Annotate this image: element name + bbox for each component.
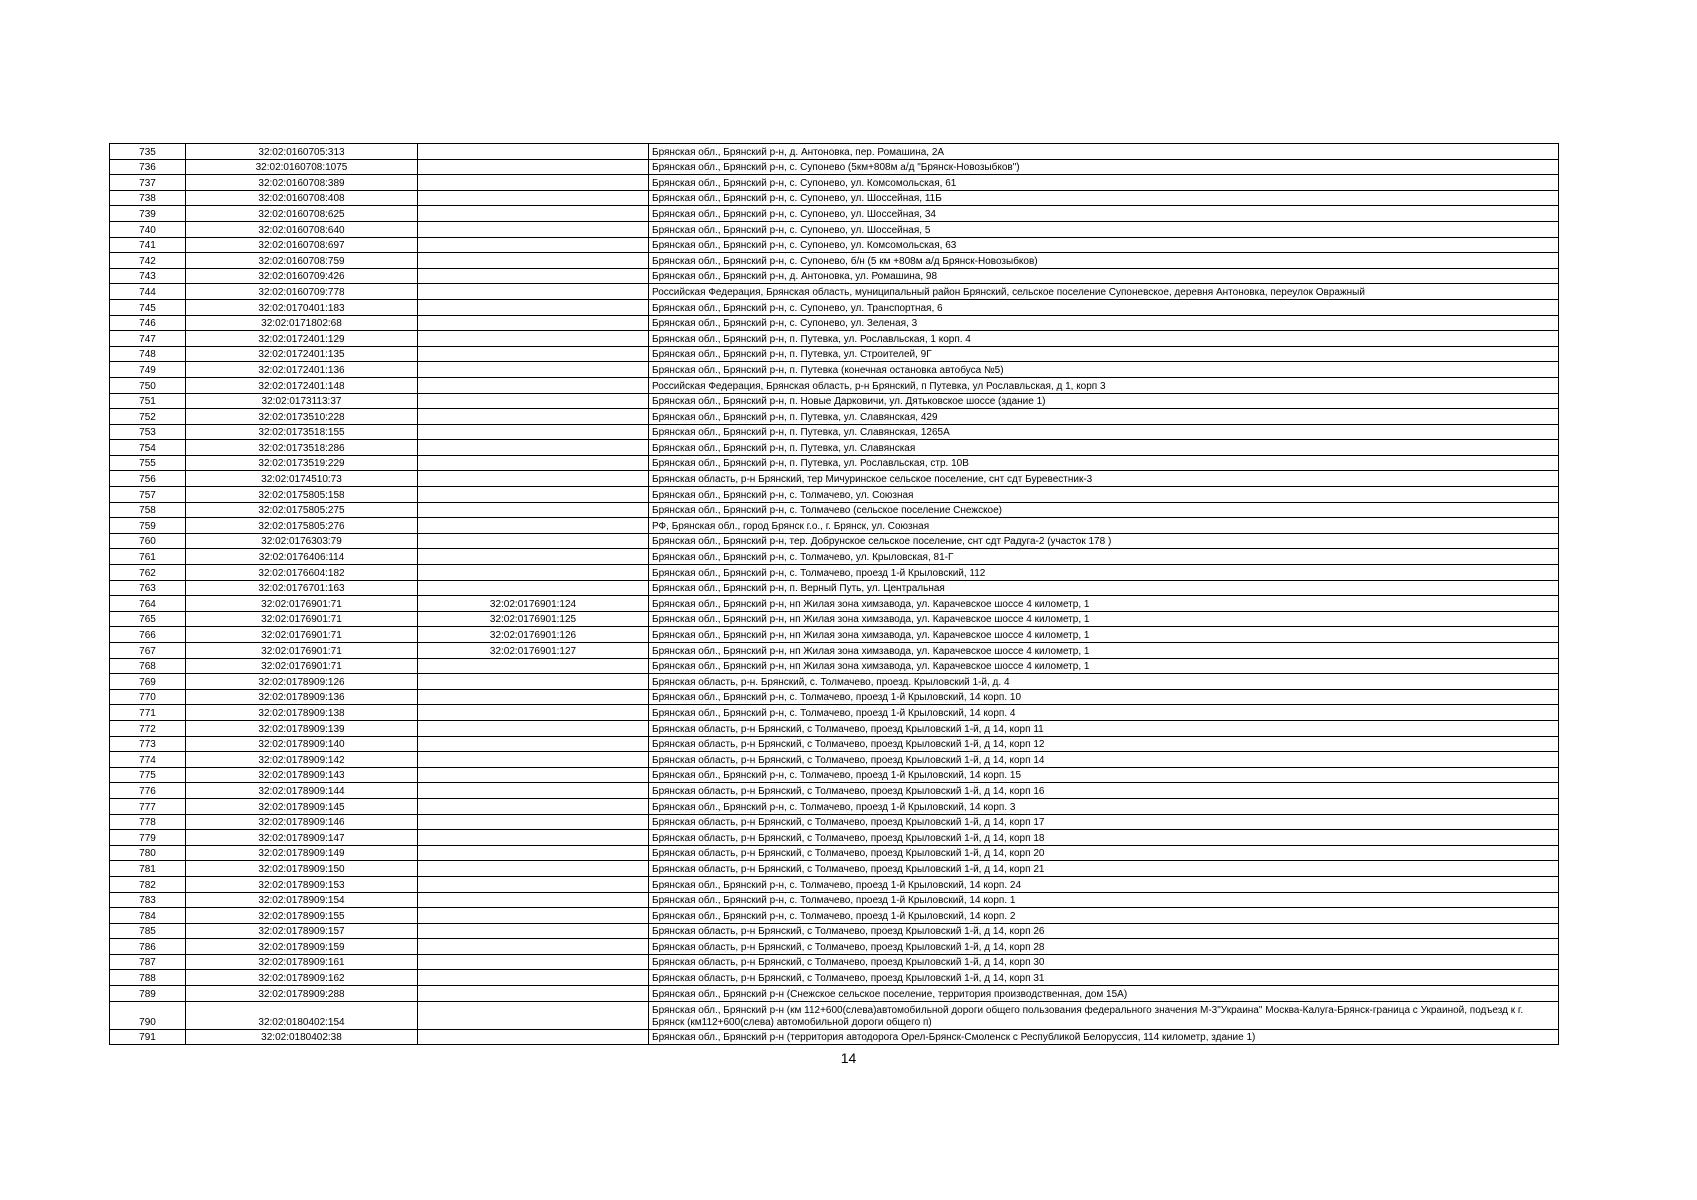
cadastral-number: 32:02:0170401:183 — [186, 299, 418, 315]
address: Брянская обл., Брянский р-н, нп Жилая зона химзавода, ул. Карачевское шоссе 4 километр, 1 — [649, 627, 1559, 643]
table-row — [110, 814, 1559, 830]
row-number: 771 — [110, 705, 186, 721]
row-number: 769 — [110, 674, 186, 690]
cadastral-number: 32:02:0160709:426 — [186, 268, 418, 284]
table-row — [110, 923, 1559, 939]
table-row — [110, 440, 1559, 456]
included-cadastral-number — [418, 440, 649, 456]
table-row — [110, 627, 1559, 643]
table-row — [110, 487, 1559, 503]
address: Брянская обл., Брянский р-н, тер. Добрунское сельское поселение, снт сдт Радуга-2 (участок 178 ) — [649, 533, 1559, 549]
cadastral-number: 32:02:0176901:71 — [186, 627, 418, 643]
included-cadastral-number — [418, 221, 649, 237]
cadastral-number: 32:02:0178909:162 — [186, 970, 418, 986]
address: Брянская обл., Брянский р-н, с. Толмачево, проезд 1-й Крыловский, 14 корп. 15 — [649, 767, 1559, 783]
cadastral-number: 32:02:0173518:286 — [186, 440, 418, 456]
included-cadastral-number — [418, 253, 649, 269]
address: Брянская обл., Брянский р-н (Снежское сельское поселение, территория производственная, дом 15А) — [649, 986, 1559, 1002]
cadastral-number: 32:02:0176406:114 — [186, 549, 418, 565]
row-number: 741 — [110, 237, 186, 253]
cadastral-number: 32:02:0175805:275 — [186, 502, 418, 518]
cadastral-number: 32:02:0160708:408 — [186, 190, 418, 206]
included-cadastral-number — [418, 892, 649, 908]
row-number: 765 — [110, 611, 186, 627]
table-row — [110, 845, 1559, 861]
cadastral-number: 32:02:0178909:157 — [186, 923, 418, 939]
table-row — [110, 892, 1559, 908]
table-row — [110, 720, 1559, 736]
included-cadastral-number — [418, 144, 649, 160]
table-row — [110, 986, 1559, 1002]
included-cadastral-number — [418, 970, 649, 986]
address: Брянская область, р-н Брянский, с Толмачево, проезд Крыловский 1-й, д 14, корп 21 — [649, 861, 1559, 877]
included-cadastral-number — [418, 533, 649, 549]
included-cadastral-number — [418, 814, 649, 830]
row-number: 775 — [110, 767, 186, 783]
included-cadastral-number — [418, 861, 649, 877]
row-number: 748 — [110, 346, 186, 362]
table-row — [110, 830, 1559, 846]
address: Брянская область, р-н Брянский, тер Мичуринское сельское поселение, снт сдт Буревестник-3 — [649, 471, 1559, 487]
cadastral-number: 32:02:0180402:154 — [186, 1001, 418, 1029]
row-number: 740 — [110, 221, 186, 237]
cadastral-number: 32:02:0171802:68 — [186, 315, 418, 331]
included-cadastral-number — [418, 377, 649, 393]
address: Брянская область, р-н Брянский, с Толмачево, проезд Крыловский 1-й, д 14, корп 28 — [649, 939, 1559, 955]
table-row — [110, 689, 1559, 705]
address: Брянская обл., Брянский р-н, с. Супонево, ул. Транспортная, 6 — [649, 299, 1559, 315]
table-row — [110, 767, 1559, 783]
included-cadastral-number — [418, 798, 649, 814]
row-number: 745 — [110, 299, 186, 315]
row-number: 742 — [110, 253, 186, 269]
table-row — [110, 565, 1559, 581]
cadastral-number: 32:02:0178909:144 — [186, 783, 418, 799]
included-cadastral-number — [418, 315, 649, 331]
included-cadastral-number — [418, 471, 649, 487]
table-row — [110, 1001, 1559, 1029]
included-cadastral-number — [418, 424, 649, 440]
included-cadastral-number — [418, 299, 649, 315]
address: Брянская обл., Брянский р-н, п. Верный Путь, ул. Центральная — [649, 580, 1559, 596]
included-cadastral-number — [418, 190, 649, 206]
table-row — [110, 206, 1559, 222]
included-cadastral-number — [418, 689, 649, 705]
cadastral-number: 32:02:0178909:155 — [186, 908, 418, 924]
included-cadastral-number — [418, 393, 649, 409]
cadastral-number: 32:02:0160709:778 — [186, 284, 418, 300]
table-row — [110, 221, 1559, 237]
row-number: 749 — [110, 362, 186, 378]
cadastral-number: 32:02:0160708:625 — [186, 206, 418, 222]
included-cadastral-number — [418, 876, 649, 892]
address: Брянская область, р-н Брянский, с Толмачево, проезд Крыловский 1-й, д 14, корп 16 — [649, 783, 1559, 799]
address: Брянская обл., Брянский р-н, п. Путевка (конечная остановка автобуса №5) — [649, 362, 1559, 378]
table-row — [110, 253, 1559, 269]
row-number: 744 — [110, 284, 186, 300]
address: Брянская область, р-н Брянский, с Толмачево, проезд Крыловский 1-й, д 14, корп 31 — [649, 970, 1559, 986]
row-number: 755 — [110, 455, 186, 471]
table-row — [110, 377, 1559, 393]
cadastral-number: 32:02:0178909:139 — [186, 720, 418, 736]
address: Брянская обл., Брянский р-н, нп Жилая зона химзавода, ул. Карачевское шоссе 4 километр, 1 — [649, 643, 1559, 659]
address: Российская Федерация, Брянская область, р-н Брянский, п Путевка, ул Рославльская, д 1, корп 3 — [649, 377, 1559, 393]
included-cadastral-number — [418, 518, 649, 534]
table-row — [110, 658, 1559, 674]
address: Брянская обл., Брянский р-н, нп Жилая зона химзавода, ул. Карачевское шоссе 4 километр, 1 — [649, 611, 1559, 627]
cadastral-number: 32:02:0160708:759 — [186, 253, 418, 269]
table-row — [110, 783, 1559, 799]
included-cadastral-number — [418, 720, 649, 736]
address: Брянская обл., Брянский р-н, д. Антоновка, пер. Ромашина, 2А — [649, 144, 1559, 160]
included-cadastral-number — [418, 736, 649, 752]
address: Брянская обл., Брянский р-н, п. Путевка, ул. Рославльская, 1 корп. 4 — [649, 331, 1559, 347]
row-number: 776 — [110, 783, 186, 799]
included-cadastral-number — [418, 580, 649, 596]
included-cadastral-number — [418, 362, 649, 378]
address: Брянская область, р-н Брянский, с Толмачево, проезд Крыловский 1-й, д 14, корп 14 — [649, 752, 1559, 768]
table-row — [110, 643, 1559, 659]
included-cadastral-number — [418, 767, 649, 783]
table-row — [110, 1029, 1559, 1045]
row-number: 758 — [110, 502, 186, 518]
table-row — [110, 549, 1559, 565]
address: Брянская обл., Брянский р-н, с. Супонево (5км+808м а/д "Брянск-Новозыбков") — [649, 159, 1559, 175]
included-cadastral-number — [418, 954, 649, 970]
table-row — [110, 331, 1559, 347]
row-number: 750 — [110, 377, 186, 393]
row-number: 761 — [110, 549, 186, 565]
cadastral-number: 32:02:0178909:159 — [186, 939, 418, 955]
included-cadastral-number: 32:02:0176901:127 — [418, 643, 649, 659]
table-row — [110, 502, 1559, 518]
row-number: 786 — [110, 939, 186, 955]
cadastral-number: 32:02:0173113:37 — [186, 393, 418, 409]
table-row — [110, 596, 1559, 612]
cadastral-number: 32:02:0172401:148 — [186, 377, 418, 393]
included-cadastral-number — [418, 549, 649, 565]
included-cadastral-number: 32:02:0176901:126 — [418, 627, 649, 643]
row-number: 764 — [110, 596, 186, 612]
included-cadastral-number — [418, 268, 649, 284]
address: Брянская область, р-н Брянский, с Толмачево, проезд Крыловский 1-й, д 14, корп 17 — [649, 814, 1559, 830]
address: Брянская обл., Брянский р-н, с. Толмачево, ул. Крыловская, 81-Г — [649, 549, 1559, 565]
row-number: 757 — [110, 487, 186, 503]
cadastral-number: 32:02:0178909:149 — [186, 845, 418, 861]
cadastral-number: 32:02:0160705:313 — [186, 144, 418, 160]
address: Брянская обл., Брянский р-н, с. Супонево, ул. Комсомольская, 63 — [649, 237, 1559, 253]
address: Брянская обл., Брянский р-н, с. Супонево, ул. Шоссейная, 34 — [649, 206, 1559, 222]
address: Брянская область, р-н Брянский, с Толмачево, проезд Крыловский 1-й, д 14, корп 26 — [649, 923, 1559, 939]
cadastral-number: 32:02:0178909:126 — [186, 674, 418, 690]
address: Брянская обл., Брянский р-н, с. Супонево, б/н (5 км +808м а/д Брянск-Новозыбков) — [649, 253, 1559, 269]
cadastral-number: 32:02:0178909:142 — [186, 752, 418, 768]
table-row — [110, 876, 1559, 892]
cadastral-number: 32:02:0176604:182 — [186, 565, 418, 581]
row-number: 747 — [110, 331, 186, 347]
row-number: 739 — [110, 206, 186, 222]
row-number: 778 — [110, 814, 186, 830]
row-number: 774 — [110, 752, 186, 768]
row-number: 738 — [110, 190, 186, 206]
cadastral-number: 32:02:0176901:71 — [186, 658, 418, 674]
row-number: 736 — [110, 159, 186, 175]
cadastral-number: 32:02:0178909:150 — [186, 861, 418, 877]
cadastral-number: 32:02:0173519:229 — [186, 455, 418, 471]
table-row — [110, 908, 1559, 924]
registry-table — [109, 143, 1559, 1045]
row-number: 772 — [110, 720, 186, 736]
row-number: 773 — [110, 736, 186, 752]
table-row — [110, 299, 1559, 315]
row-number: 790 — [110, 1001, 186, 1029]
cadastral-number: 32:02:0178909:138 — [186, 705, 418, 721]
table-row — [110, 268, 1559, 284]
included-cadastral-number — [418, 455, 649, 471]
included-cadastral-number — [418, 237, 649, 253]
table-row — [110, 798, 1559, 814]
table-row — [110, 159, 1559, 175]
table-row — [110, 144, 1559, 160]
address: Брянская обл., Брянский р-н, п. Путевка, ул. Славянская, 1265А — [649, 424, 1559, 440]
included-cadastral-number — [418, 1029, 649, 1045]
cadastral-number: 32:02:0160708:1075 — [186, 159, 418, 175]
address: Брянская область, р-н Брянский, с Толмачево, проезд Крыловский 1-й, д 14, корп 18 — [649, 830, 1559, 846]
cadastral-number: 32:02:0176303:79 — [186, 533, 418, 549]
table-row — [110, 409, 1559, 425]
row-number: 787 — [110, 954, 186, 970]
address: Брянская обл., Брянский р-н, с. Супонево, ул. Зеленая, 3 — [649, 315, 1559, 331]
address: Брянская обл., Брянский р-н, п. Новые Дарковичи, ул. Дятьковское шоссе (здание 1) — [649, 393, 1559, 409]
address: Брянская обл., Брянский р-н, нп Жилая зона химзавода, ул. Карачевское шоссе 4 километр, 1 — [649, 658, 1559, 674]
included-cadastral-number — [418, 674, 649, 690]
cadastral-number: 32:02:0160708:697 — [186, 237, 418, 253]
row-number: 756 — [110, 471, 186, 487]
included-cadastral-number — [418, 502, 649, 518]
cadastral-number: 32:02:0178909:154 — [186, 892, 418, 908]
row-number: 759 — [110, 518, 186, 534]
table-row — [110, 393, 1559, 409]
row-number: 777 — [110, 798, 186, 814]
included-cadastral-number — [418, 845, 649, 861]
cadastral-number: 32:02:0178909:146 — [186, 814, 418, 830]
included-cadastral-number — [418, 830, 649, 846]
cadastral-number: 32:02:0178909:145 — [186, 798, 418, 814]
table-row — [110, 424, 1559, 440]
table-row — [110, 455, 1559, 471]
address: Брянская обл., Брянский р-н, д. Антоновка, ул. Ромашина, 98 — [649, 268, 1559, 284]
cadastral-number: 32:02:0178909:288 — [186, 986, 418, 1002]
row-number: 737 — [110, 175, 186, 191]
row-number: 781 — [110, 861, 186, 877]
cadastral-number: 32:02:0172401:129 — [186, 331, 418, 347]
included-cadastral-number — [418, 923, 649, 939]
row-number: 763 — [110, 580, 186, 596]
table-row — [110, 611, 1559, 627]
cadastral-number: 32:02:0178909:147 — [186, 830, 418, 846]
cadastral-number: 32:02:0173518:155 — [186, 424, 418, 440]
table-row — [110, 580, 1559, 596]
page-number: 14 — [840, 1050, 857, 1066]
included-cadastral-number: 32:02:0176901:125 — [418, 611, 649, 627]
included-cadastral-number — [418, 658, 649, 674]
row-number: 743 — [110, 268, 186, 284]
address: Брянская обл., Брянский р-н, с. Толмачево, ул. Союзная — [649, 487, 1559, 503]
table-row — [110, 954, 1559, 970]
cadastral-number: 32:02:0174510:73 — [186, 471, 418, 487]
included-cadastral-number — [418, 487, 649, 503]
included-cadastral-number — [418, 705, 649, 721]
cadastral-number: 32:02:0178909:143 — [186, 767, 418, 783]
cadastral-number: 32:02:0176701:163 — [186, 580, 418, 596]
included-cadastral-number — [418, 206, 649, 222]
address: Брянская область, р-н. Брянский, с. Толмачево, проезд. Крыловский 1-й, д. 4 — [649, 674, 1559, 690]
table-row — [110, 518, 1559, 534]
included-cadastral-number — [418, 1001, 649, 1029]
cadastral-number: 32:02:0172401:136 — [186, 362, 418, 378]
cadastral-number: 32:02:0175805:158 — [186, 487, 418, 503]
row-number: 751 — [110, 393, 186, 409]
row-number: 754 — [110, 440, 186, 456]
address: Брянская область, р-н Брянский, с Толмачево, проезд Крыловский 1-й, д 14, корп 12 — [649, 736, 1559, 752]
included-cadastral-number — [418, 346, 649, 362]
row-number: 770 — [110, 689, 186, 705]
address: Брянская область, р-н Брянский, с Толмачево, проезд Крыловский 1-й, д 14, корп 30 — [649, 954, 1559, 970]
cadastral-number: 32:02:0160708:640 — [186, 221, 418, 237]
cadastral-number: 32:02:0172401:135 — [186, 346, 418, 362]
row-number: 780 — [110, 845, 186, 861]
table-row — [110, 190, 1559, 206]
row-number: 782 — [110, 876, 186, 892]
address: Брянская обл., Брянский р-н (км 112+600(слева)автомобильной дороги общего пользования федерального значения М-3"Украина" Москва-Калуга-Брянск-граница с Украиной, подъезд к г. Брянск (км112+600(слева) автомобильной дороги общего п) — [649, 1001, 1559, 1029]
cadastral-number: 32:02:0180402:38 — [186, 1029, 418, 1045]
row-number: 788 — [110, 970, 186, 986]
address: Брянская обл., Брянский р-н, нп Жилая зона химзавода, ул. Карачевское шоссе 4 километр, 1 — [649, 596, 1559, 612]
table-row — [110, 736, 1559, 752]
row-number: 735 — [110, 144, 186, 160]
cadastral-number: 32:02:0176901:71 — [186, 611, 418, 627]
table-row — [110, 346, 1559, 362]
table-row — [110, 315, 1559, 331]
table-row — [110, 362, 1559, 378]
table-row — [110, 175, 1559, 191]
row-number: 746 — [110, 315, 186, 331]
address: Брянская обл., Брянский р-н, с. Толмачево, проезд 1-й Крыловский, 14 корп. 4 — [649, 705, 1559, 721]
table-row — [110, 533, 1559, 549]
row-number: 783 — [110, 892, 186, 908]
address: Брянская обл., Брянский р-н, с. Толмачево, проезд 1-й Крыловский, 14 корп. 2 — [649, 908, 1559, 924]
included-cadastral-number — [418, 986, 649, 1002]
row-number: 768 — [110, 658, 186, 674]
cadastral-number: 32:02:0178909:136 — [186, 689, 418, 705]
cadastral-number: 32:02:0160708:389 — [186, 175, 418, 191]
included-cadastral-number — [418, 939, 649, 955]
included-cadastral-number — [418, 783, 649, 799]
table-row — [110, 705, 1559, 721]
table-row — [110, 471, 1559, 487]
address: Брянская обл., Брянский р-н (территория автодорога Орел-Брянск-Смоленск с Республикой Белоруссия, 114 километр, здание 1) — [649, 1029, 1559, 1045]
address: Брянская область, р-н Брянский, с Толмачево, проезд Крыловский 1-й, д 14, корп 11 — [649, 720, 1559, 736]
row-number: 785 — [110, 923, 186, 939]
included-cadastral-number — [418, 752, 649, 768]
table-row — [110, 237, 1559, 253]
table-row — [110, 939, 1559, 955]
address: Брянская обл., Брянский р-н, с. Толмачево, проезд 1-й Крыловский, 112 — [649, 565, 1559, 581]
registry-table-body — [110, 144, 1559, 1045]
table-row — [110, 284, 1559, 300]
address: Брянская обл., Брянский р-н, с. Толмачево, проезд 1-й Крыловский, 14 корп. 1 — [649, 892, 1559, 908]
address: Брянская область, р-н Брянский, с Толмачево, проезд Крыловский 1-й, д 14, корп 20 — [649, 845, 1559, 861]
included-cadastral-number — [418, 409, 649, 425]
included-cadastral-number — [418, 565, 649, 581]
row-number: 779 — [110, 830, 186, 846]
address: Брянская обл., Брянский р-н, п. Путевка, ул. Строителей, 9Г — [649, 346, 1559, 362]
address: Брянская обл., Брянский р-н, с. Толмачево, проезд 1-й Крыловский, 14 корп. 3 — [649, 798, 1559, 814]
row-number: 767 — [110, 643, 186, 659]
address: Брянская обл., Брянский р-н, п. Путевка, ул. Рославльская, стр. 10В — [649, 455, 1559, 471]
row-number: 784 — [110, 908, 186, 924]
cadastral-number: 32:02:0176901:71 — [186, 596, 418, 612]
address: Брянская обл., Брянский р-н, с. Супонево, ул. Шоссейная, 11Б — [649, 190, 1559, 206]
address: Брянская обл., Брянский р-н, с. Толмачево, проезд 1-й Крыловский, 14 корп. 24 — [649, 876, 1559, 892]
row-number: 791 — [110, 1029, 186, 1045]
included-cadastral-number — [418, 159, 649, 175]
address: Брянская обл., Брянский р-н, с. Супонево, ул. Комсомольская, 61 — [649, 175, 1559, 191]
address: Брянская обл., Брянский р-н, п. Путевка, ул. Славянская, 429 — [649, 409, 1559, 425]
included-cadastral-number — [418, 284, 649, 300]
table-row — [110, 861, 1559, 877]
address: Российская Федерация, Брянская область, муниципальный район Брянский, сельское поселение Супоневское, деревня Антоновка, переулок Овражный — [649, 284, 1559, 300]
row-number: 762 — [110, 565, 186, 581]
address: Брянская обл., Брянский р-н, с. Толмачево, проезд 1-й Крыловский, 14 корп. 10 — [649, 689, 1559, 705]
row-number: 766 — [110, 627, 186, 643]
table-row — [110, 674, 1559, 690]
cadastral-number: 32:02:0176901:71 — [186, 643, 418, 659]
row-number: 789 — [110, 986, 186, 1002]
cadastral-number: 32:02:0178909:140 — [186, 736, 418, 752]
address: Брянская обл., Брянский р-н, п. Путевка, ул. Славянская — [649, 440, 1559, 456]
address: Брянская обл., Брянский р-н, с. Супонево, ул. Шоссейная, 5 — [649, 221, 1559, 237]
row-number: 753 — [110, 424, 186, 440]
included-cadastral-number — [418, 331, 649, 347]
row-number: 752 — [110, 409, 186, 425]
cadastral-number: 32:02:0178909:161 — [186, 954, 418, 970]
table-row — [110, 970, 1559, 986]
address: РФ, Брянская обл., город Брянск г.о., г. Брянск, ул. Союзная — [649, 518, 1559, 534]
cadastral-number: 32:02:0175805:276 — [186, 518, 418, 534]
included-cadastral-number — [418, 175, 649, 191]
row-number: 760 — [110, 533, 186, 549]
included-cadastral-number — [418, 908, 649, 924]
address: Брянская обл., Брянский р-н, с. Толмачево (сельское поселение Снежское) — [649, 502, 1559, 518]
cadastral-number: 32:02:0178909:153 — [186, 876, 418, 892]
cadastral-number: 32:02:0173510:228 — [186, 409, 418, 425]
table-row — [110, 752, 1559, 768]
included-cadastral-number: 32:02:0176901:124 — [418, 596, 649, 612]
